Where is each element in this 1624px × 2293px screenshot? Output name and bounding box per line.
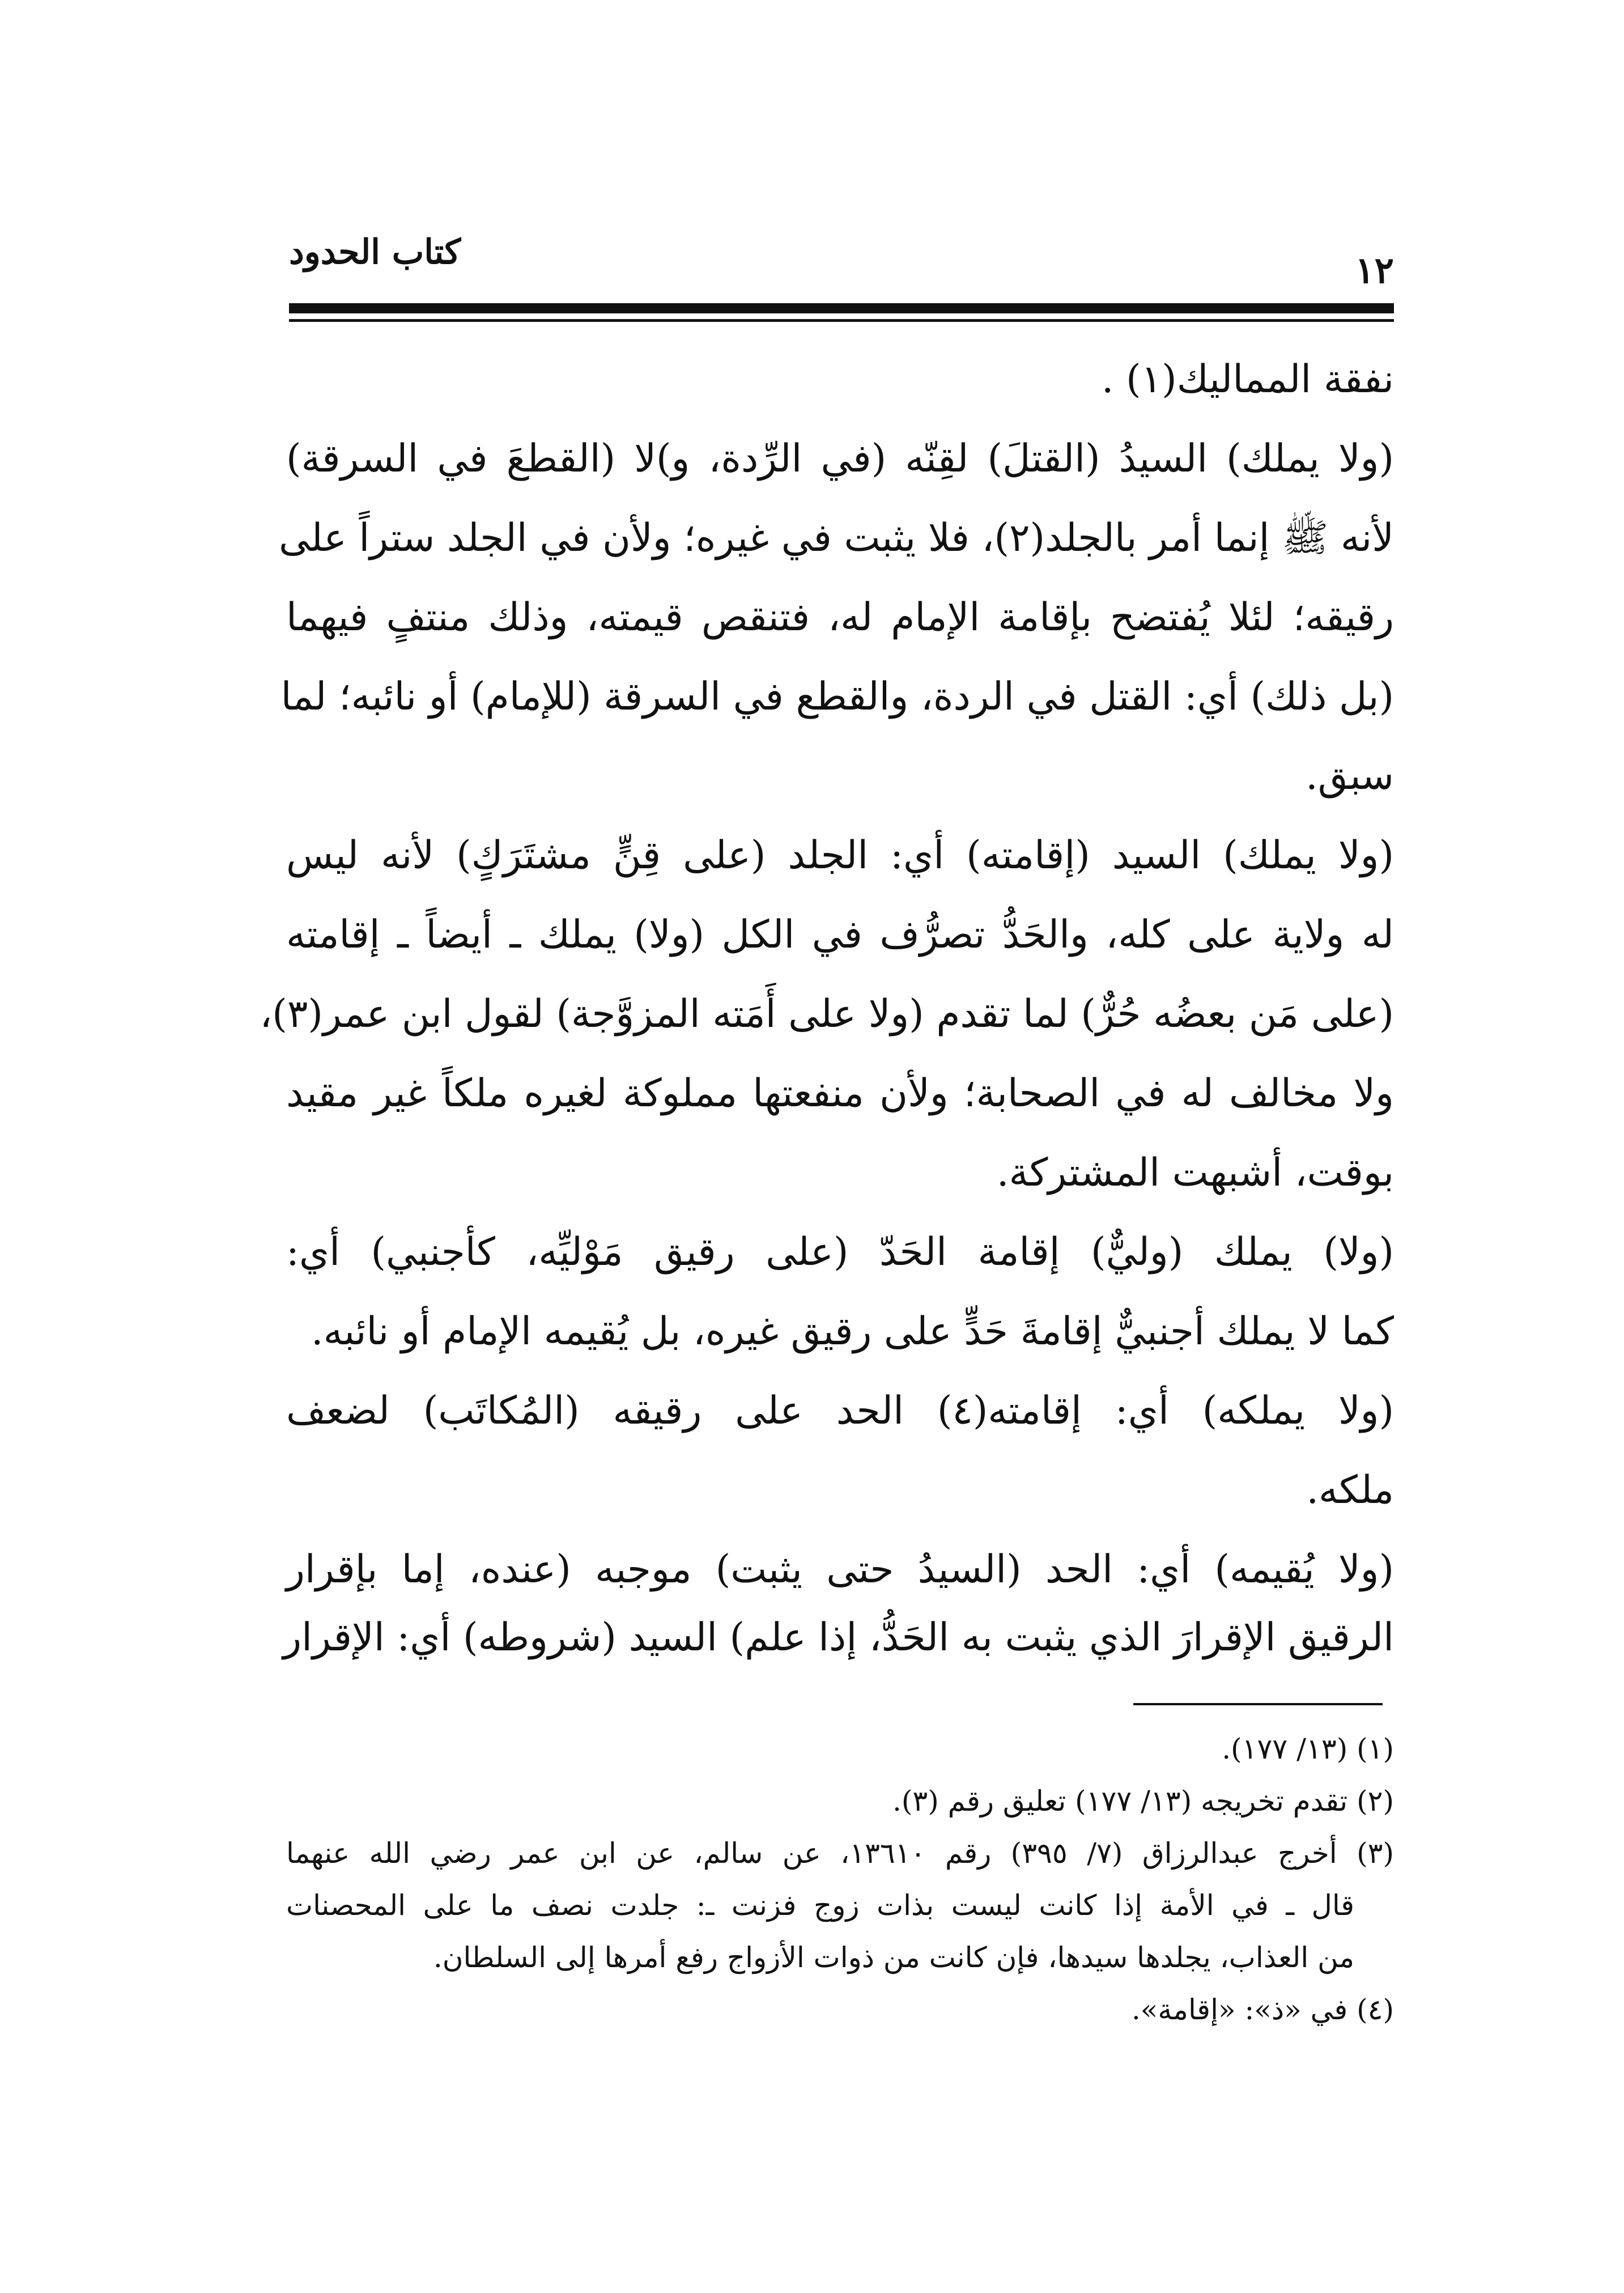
text-line: كما لا يملك أجنبيٌّ إقامةَ حَدٍّ على رقيق غيره، بل يُقيمه الإمام أو نائبه. bbox=[311, 1309, 1394, 1354]
header-rule-thin bbox=[289, 319, 1394, 322]
footnote-1: (١) (١٣/ ١٧٧). bbox=[1222, 1733, 1394, 1765]
footnote-4: (٤) في «ذ»: «إقامة». bbox=[1131, 1993, 1394, 2026]
text-line: (بل ذلك) أي: القتل في الردة، والقطع في السرقة (للإمام) أو نائبه؛ لما bbox=[280, 674, 1394, 719]
text-line: لأنه ﷺ إنما أمر بالجلد(٢)، فلا يثبت في غيره؛ ولأن في الجلد ستراً على bbox=[279, 516, 1394, 560]
text-line: (ولا يملك) السيدُ (القتلَ) لقِنّه (في الرِّدة، و)لا (القطعَ في السرقة) bbox=[286, 436, 1394, 481]
page-number: ١٢ bbox=[1355, 249, 1394, 292]
header-rule-thick bbox=[289, 303, 1394, 313]
main-text bbox=[260, 340, 1395, 1666]
text-line: (ولا يملك) السيد (إقامته) أي: الجلد (على قِنٍّ مشتَرَكٍ) لأنه ليس bbox=[286, 833, 1394, 878]
footnote-2: (٢) تقدم تخريجه (١٣/ ١٧٧) تعليق رقم (٣). bbox=[892, 1785, 1394, 1818]
text-line: (ولا يُقيمه) أي: الحد (السيدُ حتى يثبت) موجبه (عنده، إما بإقرار bbox=[286, 1547, 1394, 1592]
text-line: نفقة المماليك(١) . bbox=[1101, 357, 1394, 402]
text-line: (على مَن بعضُه حُرٌّ) لما تقدم (ولا على أَمَته المزوَّجة) لقول ابن عمر(٣)، bbox=[260, 992, 1394, 1037]
text-line: له ولاية على كله، والحَدُّ تصرُّف في الكل (ولا) يملك ـ أيضاً ـ إقامته bbox=[286, 912, 1394, 957]
page-header bbox=[289, 227, 1394, 295]
text-line: (ولا يملكه) أي: إقامته(٤) الحد على رقيقه (المُكاتَب) لضعف bbox=[286, 1388, 1395, 1433]
text-line: بوقت، أشبهت المشتركة. bbox=[996, 1150, 1394, 1195]
footnote-3: (٣) أخرج عبدالرزاق (٧/ ٣٩٥) رقم ١٣٦١٠، عن سالم، عن ابن عمر رضي الله عنهما bbox=[286, 1837, 1394, 1870]
text-line: ولا مخالف له في الصحابة؛ ولأن منفعتها مملوكة لغيره ملكاً غير مقيد bbox=[286, 1071, 1394, 1116]
footnote-3-continuation: قال ـ في الأمة إذا كانت ليست بذات زوج فزنت ـ: جلدت نصف ما على المحصنات bbox=[286, 1889, 1355, 1922]
text-line: الرقيق الإقرارَ الذي يثبت به الحَدُّ، إذا علم) السيد (شروطه) أي: الإقرار bbox=[283, 1615, 1394, 1660]
text-line: سبق. bbox=[1306, 754, 1394, 799]
text-line: (ولا) يملك (وليٌّ) إقامة الحَدّ (على رقيق مَوْليِّه، كأجنبي) أي: bbox=[286, 1230, 1394, 1275]
running-title: كتاب الحدود bbox=[289, 232, 461, 272]
footnote-3-continuation: من العذاب، يجلدها سيدها، فإن كانت من ذوات الأزواج رفع أمرها إلى السلطان. bbox=[433, 1941, 1354, 1974]
text-line: ملكه. bbox=[1306, 1468, 1394, 1513]
footnote-rule bbox=[1133, 1703, 1383, 1705]
footnotes bbox=[286, 1723, 1394, 2131]
text-line: رقيقه؛ لئلا يُفتضح بإقامة الإمام له، فتنقص قيمته، وذلك منتفٍ فيهما bbox=[286, 595, 1394, 640]
